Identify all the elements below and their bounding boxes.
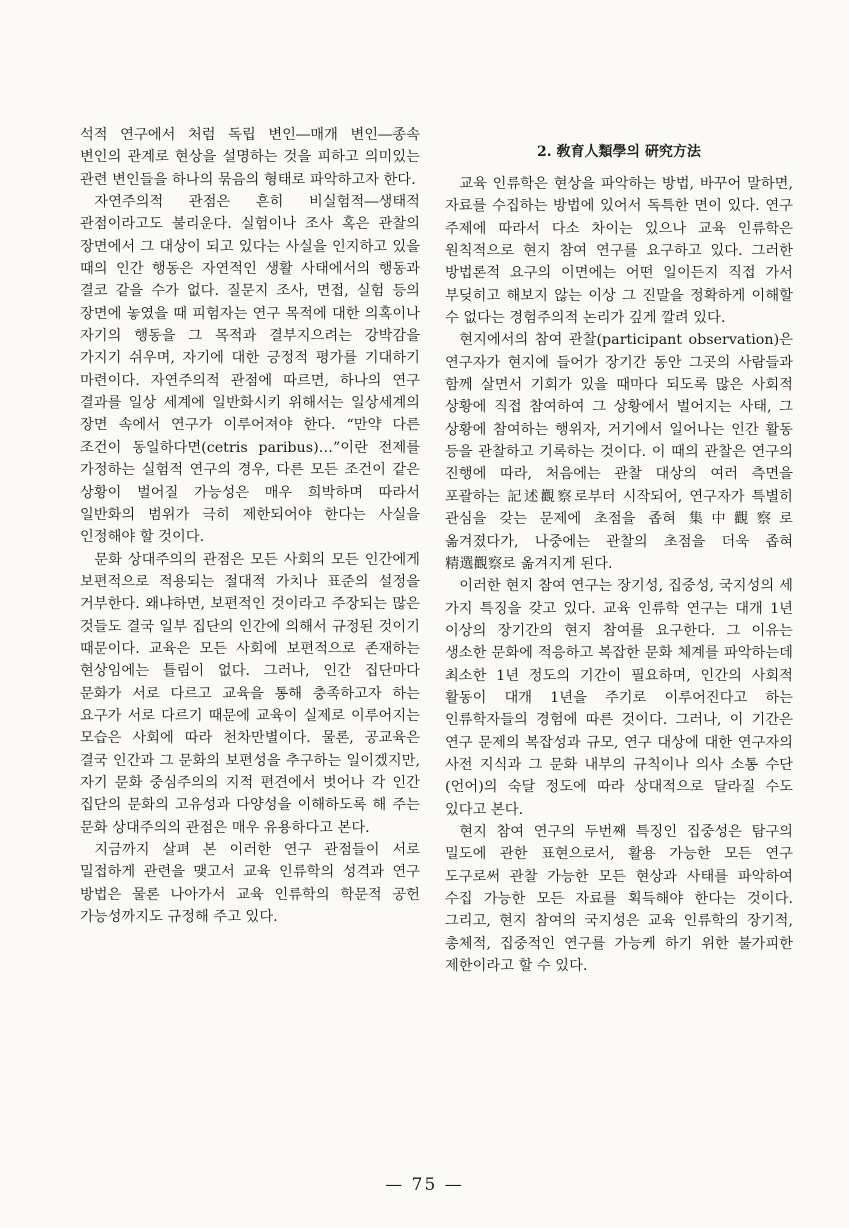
left-paragraph-4: 지금까지 살펴 본 이러한 연구 관점들이 서로 밀접하게 관련을 맺고서 교육 인류학의 성격과 연구 방법은 물론 나아가서 교육 인류학의 학문적 공헌 가능성까지도 규정해 주고 있다. [80, 842, 420, 926]
right-paragraph-3: 이러한 현지 참여 연구는 장기성, 집중성, 국지성의 세 가지 특징을 갖고 있다. 교육 인류학 연구는 대개 1년 이상의 장기간의 현지 참여를 요구한다. 그 이유는 생소한 문화에 적응하고 복잡한 문화 체계를 파악하는데 최소한 1년 정도의 기간이 필요하며, 인간의 사회적 활동이 대개 1년을 주기로 이루어진다고 하는 인류학자들의 경험에 따른 것이다. 그러나, 이 기간은 연구 문제의 복잡성과 규모, 연구 대상에 대한 연구자의 사전 지식과 그 문화 내부의 규칙이나 의사 소통 수단(언어)의 숙달 정도에 따라 상대적으로 달라질 수도 있다고 본다. [445, 578, 793, 818]
right-paragraph-4: 현지 참여 연구의 두번째 특징인 집중성은 탐구의 밀도에 관한 표현으로서, 활용 가능한 모든 연구 도구로써 관찰 가능한 모든 현상과 사태를 파악하여 수집 가능한 모든 자료를 획득해야 한다는 것이다. 그리고, 현지 참여의 국지성은 교육 인류학의 장기적, 총체적, 집중적인 연구를 가능케 하기 위한 불가피한 제한이라고 할 수 있다. [445, 823, 793, 975]
left-column [80, 124, 420, 928]
left-paragraph-3: 문화 상대주의의 관점은 모든 사회의 모든 인간에게 보편적으로 적용되는 절대적 가치나 표준의 설정을 거부한다. 왜냐하면, 보편적인 것이라고 주장되는 많은 것들도 결국 일부 집단의 인간에 의해서 규정된 것이기 때문이다. 교육은 모든 사회에 보편적으로 존재하는 현상임에는 틀림이 없다. 그러나, 인간 집단마다 문화가 서로 다르고 교육을 통해 충족하고자 하는 요구가 서로 다르기 때문에 교육이 실제로 이루어지는 모습은 사회에 따라 천차만별이다. 물론, 공교육은 결국 인간과 그 문화의 보편성을 추구하는 일이겠지만, 자기 문화 중심주의의 지적 편견에서 벗어나 각 인간 집단의 문화의 고유성과 다양성을 이해하도록 해 주는 문화 상대주의의 관점은 매우 유용하다고 본다. [80, 551, 420, 836]
left-paragraph-2: 자연주의적 관점은 흔히 비실험적―생태적 관점이라고도 불리운다. 실험이나 조사 혹은 관찰의 장면에서 그 대상이 되고 있다는 사실을 인지하고 있을 때의 인간 행동은 자연적인 생활 사태에서의 행동과 결코 같을 수가 없다. 질문지 조사, 면접, 실험 등의 장면에 놓였을 때 피험자는 연구 목적에 대한 의혹이나 자기의 행동을 그 목적과 결부지으려는 강박감을 가지기 쉬우며, 자기에 대한 긍정적 평가를 기대하기 마련이다. 자연주의적 관점에 따르면, 하나의 연구 결과를 일상 세계에 일반화시키 위해서는 일상세계의 장면 속에서 연구가 이루어져야 한다. “만약 다른 조건이 동일하다면(cetris paribus)…”이란 전제를 가정하는 실험적 연구의 경우, 다른 모든 조건이 같은 상황이 벌어질 가능성은 매우 희박하며 따라서 일반화의 범위가 극히 제한되어야 한다는 사실을 인정해야 할 것이다. [80, 194, 420, 546]
right-paragraph-1: 교육 인류학은 현상을 파악하는 방법, 바꾸어 말하면, 자료를 수집하는 방법에 있어서 독특한 면이 있다. 연구 주제에 따라서 다소 차이는 있으나 교육 인류학은 원칙적으로 현지 참여 연구를 요구하고 있다. 그러한 방법론적 요구의 이면에는 어떤 일이든지 직접 가서 부딪히고 해보지 않는 이상 그 진말을 정확하게 이해할 수 없다는 경험주의적 논리가 깊게 깔려 있다. [445, 176, 793, 327]
right-paragraph-2: 현지에서의 참여 관찰(participant observation)은 연구자가 현지에 들어가 장기간 동안 그곳의 사람들과 함께 살면서 기회가 있을 때마다 되도록 많은 사회적 상황에 직접 참여하여 그 상황에서 벌어지는 사태, 그 상황에 참여하는 행위자, 거기에서 일어나는 인간 활동 등을 관찰하고 기록하는 것이다. 이 때의 관찰은 연구의 진행에 따라, 처음에는 관찰 대상의 여러 측면을 포괄하는 記述觀察로부터 시작되어, 연구자가 특별히 관심을 갖는 문제에 초점을 좁혀 集中觀察로 옮겨졌다가, 나중에는 관찰의 초점을 더욱 좁혀 精選觀察로 옮겨지게 된다. [445, 332, 793, 572]
page-number: — 75 — [385, 1175, 464, 1195]
right-column [445, 142, 793, 977]
left-paragraph-1: 석적 연구에서 처럼 독립 변인―매개 변인―종속 변인의 관계로 현상을 설명하는 것을 피하고 의미있는 관련 변인들을 하나의 묶음의 형태로 파악하고자 한다. [80, 127, 420, 188]
section-heading: 2. 敎育人類學의 硏究方法 [537, 144, 701, 160]
